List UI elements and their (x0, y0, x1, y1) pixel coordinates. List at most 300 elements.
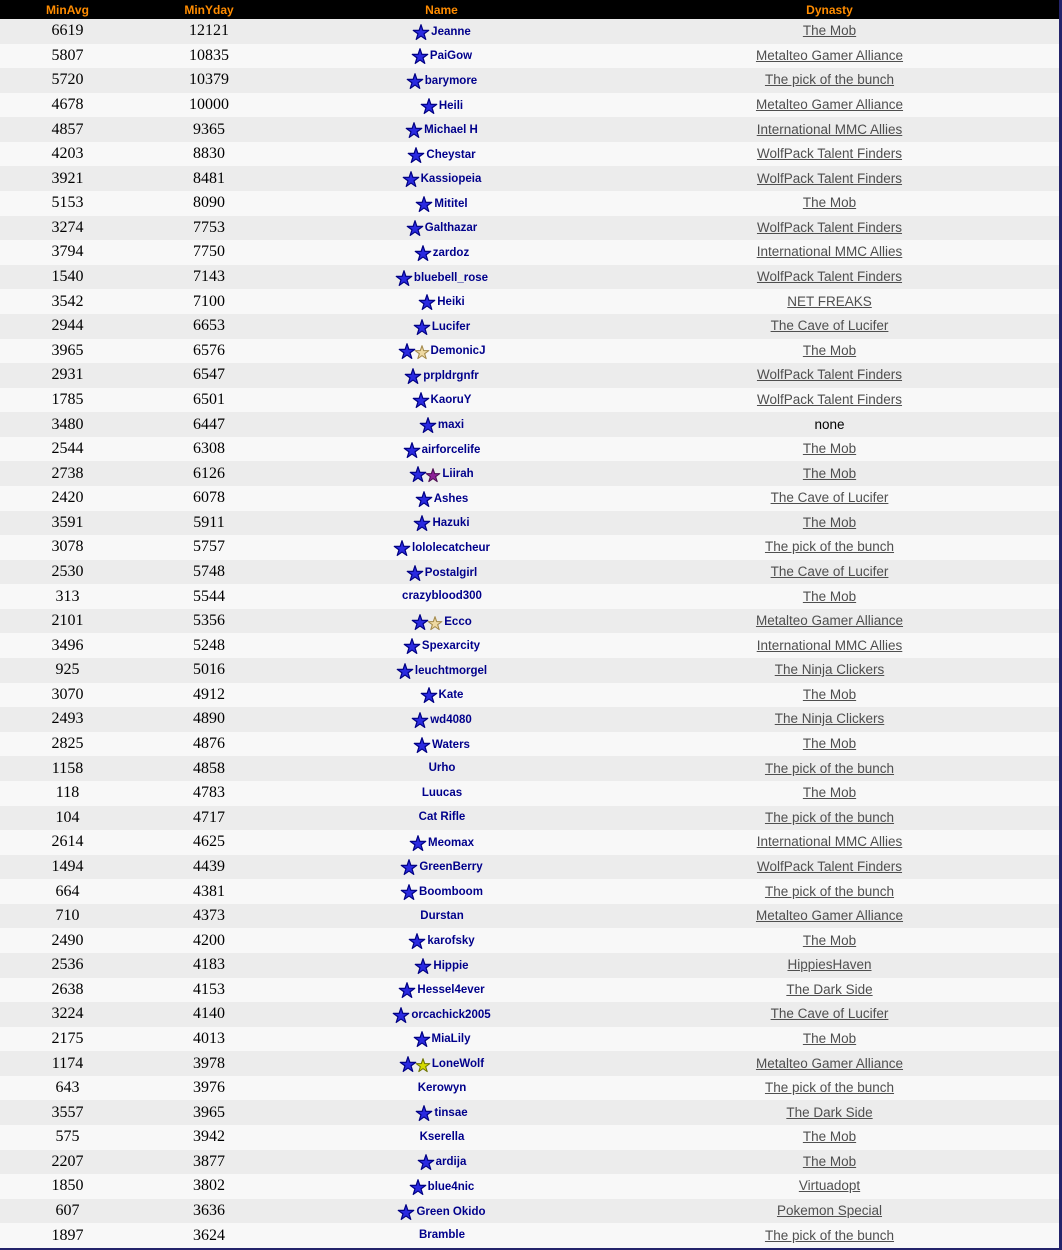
minavg-value: 118 (55, 784, 80, 802)
name-cell (283, 830, 600, 855)
name-cell (283, 511, 600, 536)
blue-star-icon (407, 147, 425, 164)
minavg-value: 3078 (51, 538, 84, 556)
dynasty-cell (600, 806, 1059, 831)
name-cell (283, 1051, 600, 1076)
minyday-value: 4381 (193, 882, 225, 900)
name-wrap (283, 787, 600, 800)
minyday-value: 12121 (189, 22, 229, 40)
table-row (0, 781, 1059, 806)
player-name: Ecco (444, 615, 472, 628)
table-row (0, 928, 1059, 953)
name-cell (283, 437, 600, 462)
name-wrap (283, 1131, 600, 1144)
purple-star-icon (425, 468, 441, 483)
dynasty-cell (600, 904, 1059, 929)
dynasty-link[interactable]: WolfPack Talent Finders (756, 146, 903, 162)
blue-star-icon (393, 540, 411, 557)
player-name: lololecatcheur (412, 541, 490, 554)
dynasty-cell (600, 486, 1059, 511)
minyday-value: 3976 (193, 1079, 225, 1097)
player-name: zardoz (432, 246, 470, 259)
name-wrap (283, 1229, 600, 1242)
minyday-value: 4890 (193, 710, 225, 728)
dynasty-link[interactable]: The Cave of Lucifer (770, 490, 889, 506)
dynasty-cell (600, 830, 1059, 855)
minyday-value: 8481 (193, 169, 225, 187)
dynasty-cell (600, 117, 1059, 142)
dynasty-link[interactable]: The pick of the bunch (764, 1227, 895, 1243)
minavg-value: 3070 (51, 685, 84, 703)
dynasty-link[interactable]: International MMC Allies (756, 121, 903, 137)
blue-star-icon (418, 294, 436, 311)
name-cell (283, 216, 600, 241)
dynasty-cell (600, 412, 1059, 437)
player-name: blue4nic (427, 1180, 475, 1193)
blue-star-icon (413, 1031, 431, 1048)
minavg-value: 3965 (51, 341, 84, 359)
table-row (0, 879, 1059, 904)
table-row (0, 1150, 1059, 1175)
minyday-value: 7750 (193, 243, 225, 261)
minavg-value: 104 (55, 808, 80, 826)
dynasty-link[interactable]: The Mob (802, 588, 857, 604)
dynasty-link[interactable]: Metalteo Gamer Alliance (755, 613, 904, 629)
dynasty-link[interactable]: The Mob (802, 342, 857, 358)
dynasty-link[interactable]: WolfPack Talent Finders (756, 391, 903, 407)
blue-star-icon (415, 1105, 433, 1122)
player-name: Heiki (437, 296, 465, 309)
minyday-value: 6653 (193, 317, 225, 335)
dynasty-link[interactable]: The Mob (802, 195, 857, 211)
player-name: Kassiopeia (420, 173, 482, 186)
table-row (0, 1100, 1059, 1125)
player-name: tinsae (434, 1107, 468, 1120)
minyday-value: 4912 (193, 685, 225, 703)
dynasty-link[interactable]: WolfPack Talent Finders (756, 219, 903, 235)
table-row (0, 904, 1059, 929)
dynasty-cell (600, 363, 1059, 388)
dynasty-none: none (814, 416, 845, 432)
player-name: PaiGow (429, 50, 473, 63)
minyday-value: 5544 (193, 587, 225, 605)
dynasty-cell (600, 68, 1059, 93)
dynasty-cell (600, 756, 1059, 781)
dynasty-link[interactable]: The Mob (802, 785, 857, 801)
table-row (0, 707, 1059, 732)
blue-star-icon (409, 835, 427, 852)
name-wrap (283, 48, 600, 63)
yellow-star-icon (415, 1058, 431, 1073)
player-name: Spexarcity (421, 640, 481, 653)
dynasty-link[interactable]: The Mob (802, 1129, 857, 1145)
player-name: Ashes (433, 492, 469, 505)
name-cell (283, 191, 600, 216)
player-name: airforcelife (421, 443, 481, 456)
dynasty-cell (600, 511, 1059, 536)
dynasty-link[interactable]: The Cave of Lucifer (770, 1006, 889, 1022)
dynasty-cell (600, 535, 1059, 560)
table-row (0, 117, 1059, 142)
name-wrap (283, 958, 600, 973)
dynasty-cell (600, 1125, 1059, 1150)
table-row (0, 314, 1059, 339)
dynasty-link[interactable]: The Ninja Clickers (774, 711, 885, 727)
name-wrap (283, 811, 600, 824)
player-name: Cheystar (426, 148, 476, 161)
dynasty-cell (600, 781, 1059, 806)
name-wrap (283, 442, 600, 457)
minyday-value: 4876 (193, 735, 225, 753)
minavg-value: 1897 (51, 1226, 84, 1244)
dynasty-link[interactable]: The pick of the bunch (764, 1080, 895, 1096)
player-name: Heili (438, 99, 464, 112)
name-wrap (283, 687, 600, 702)
table-row (0, 1174, 1059, 1199)
name-wrap (283, 614, 600, 629)
table-body (0, 19, 1059, 1248)
player-name: Hazuki (432, 517, 470, 530)
dynasty-link[interactable]: The pick of the bunch (764, 539, 895, 555)
dynasty-cell (600, 1027, 1059, 1052)
table-header (0, 0, 1059, 19)
name-cell (283, 1199, 600, 1224)
name-wrap (283, 663, 600, 678)
dynasty-cell (600, 584, 1059, 609)
name-cell (283, 633, 600, 658)
player-name: KaoruY (430, 394, 472, 407)
table-row (0, 953, 1059, 978)
minyday-value: 6078 (193, 489, 225, 507)
player-name: Kserella (419, 1130, 465, 1143)
blue-star-icon (415, 491, 433, 508)
name-cell (283, 44, 600, 69)
table-row (0, 191, 1059, 216)
name-wrap (283, 910, 600, 923)
minavg-value: 5807 (51, 46, 84, 64)
name-cell (283, 953, 600, 978)
blue-star-icon (412, 392, 430, 409)
dynasty-cell (600, 289, 1059, 314)
table-row (0, 19, 1059, 44)
player-name: Lucifer (431, 320, 471, 333)
blue-star-icon (412, 24, 430, 41)
dynasty-link[interactable]: The Mob (802, 23, 857, 39)
name-cell (283, 683, 600, 708)
dynasty-link[interactable]: The Mob (802, 514, 857, 530)
minavg-value: 1785 (51, 390, 84, 408)
name-cell (283, 1076, 600, 1101)
minyday-value: 3624 (193, 1226, 225, 1244)
minyday-value: 3877 (193, 1152, 225, 1170)
column-header-minavg[interactable]: MinAvg (46, 2, 89, 17)
minavg-value: 643 (55, 1079, 80, 1097)
table-row (0, 1002, 1059, 1027)
dynasty-link[interactable]: HippiesHaven (787, 957, 872, 973)
minyday-value: 5248 (193, 636, 225, 654)
dynasty-link[interactable]: The pick of the bunch (764, 72, 895, 88)
dynasty-cell (600, 1051, 1059, 1076)
name-cell (283, 584, 600, 609)
name-cell (283, 904, 600, 929)
blue-star-icon (406, 73, 424, 90)
name-cell (283, 1125, 600, 1150)
minavg-value: 710 (55, 907, 80, 925)
player-name: Durstan (420, 909, 464, 922)
table-row (0, 412, 1059, 437)
blue-star-icon (411, 48, 429, 65)
minyday-value: 4153 (193, 980, 225, 998)
dynasty-cell (600, 732, 1059, 757)
minyday-value: 6126 (193, 464, 225, 482)
name-cell (283, 928, 600, 953)
table-row (0, 265, 1059, 290)
dynasty-link[interactable]: The Mob (802, 932, 857, 948)
name-wrap (283, 368, 600, 383)
minyday-value: 4625 (193, 833, 225, 851)
dynasty-link[interactable]: Pokemon Special (776, 1203, 883, 1219)
blue-star-icon (413, 515, 431, 532)
name-cell (283, 19, 600, 44)
blue-star-icon (406, 565, 424, 582)
table-row (0, 1027, 1059, 1052)
dynasty-cell (600, 855, 1059, 880)
minyday-value: 6501 (193, 390, 225, 408)
player-name: Postalgirl (424, 566, 478, 579)
blue-star-icon (404, 368, 422, 385)
player-name: Bramble (418, 1229, 466, 1242)
minavg-value: 3496 (51, 636, 84, 654)
dynasty-link[interactable]: The pick of the bunch (764, 809, 895, 825)
blue-star-icon (411, 712, 429, 729)
blue-star-icon (400, 884, 418, 901)
name-cell (283, 363, 600, 388)
table-row (0, 1199, 1059, 1224)
blue-star-icon (414, 245, 432, 262)
dynasty-cell (600, 609, 1059, 634)
blue-star-icon (408, 933, 426, 950)
player-name: crazyblood300 (402, 590, 482, 603)
dynasty-cell (600, 388, 1059, 413)
column-header-name[interactable]: Name (425, 2, 458, 17)
name-cell (283, 756, 600, 781)
dynasty-cell (600, 1076, 1059, 1101)
dynasty-cell (600, 683, 1059, 708)
blue-star-icon (409, 1179, 427, 1196)
dynasty-cell (600, 978, 1059, 1003)
dynasty-cell (600, 633, 1059, 658)
player-name: Green Okido (416, 1205, 486, 1218)
minyday-value: 4717 (193, 808, 225, 826)
dynasty-cell (600, 1150, 1059, 1175)
minavg-value: 313 (55, 587, 80, 605)
table-row (0, 855, 1059, 880)
table-row (0, 609, 1059, 634)
dynasty-cell (600, 314, 1059, 339)
name-wrap (283, 638, 600, 653)
minyday-value: 4373 (193, 907, 225, 925)
minyday-value: 8090 (193, 194, 225, 212)
minavg-value: 2614 (51, 833, 84, 851)
column-header-dynasty[interactable]: Dynasty (806, 2, 853, 17)
dynasty-link[interactable]: The Dark Side (786, 981, 873, 997)
dynasty-link[interactable]: WolfPack Talent Finders (756, 170, 903, 186)
dynasty-link[interactable]: International MMC Allies (756, 244, 903, 260)
name-cell (283, 1174, 600, 1199)
minavg-value: 3480 (51, 415, 84, 433)
name-wrap (283, 171, 600, 186)
dynasty-link[interactable]: The pick of the bunch (764, 760, 895, 776)
table-row (0, 535, 1059, 560)
name-wrap (283, 319, 600, 334)
dynasty-cell (600, 953, 1059, 978)
dynasty-link[interactable]: The pick of the bunch (764, 883, 895, 899)
minavg-value: 5153 (51, 194, 84, 212)
player-name: GreenBerry (419, 861, 483, 874)
player-name: LoneWolf (431, 1058, 485, 1071)
name-cell (283, 658, 600, 683)
player-name: Kate (438, 689, 464, 702)
name-cell (283, 339, 600, 364)
dynasty-cell (600, 216, 1059, 241)
dynasty-cell (600, 191, 1059, 216)
player-name: karofsky (427, 935, 475, 948)
blue-star-icon (419, 417, 437, 434)
minavg-value: 3542 (51, 292, 84, 310)
minyday-value: 10835 (189, 46, 229, 64)
dynasty-link[interactable]: The Mob (802, 1153, 857, 1169)
dynasty-cell (600, 879, 1059, 904)
minyday-value: 6576 (193, 341, 225, 359)
blue-star-icon (417, 1154, 435, 1171)
name-cell (283, 855, 600, 880)
dynasty-link[interactable]: The Mob (802, 441, 857, 457)
blue-star-icon (397, 1204, 415, 1221)
blue-star-icon (414, 958, 432, 975)
dynasty-cell (600, 166, 1059, 191)
minavg-value: 2490 (51, 931, 84, 949)
name-cell (283, 781, 600, 806)
minyday-value: 4140 (193, 1005, 225, 1023)
table-row (0, 437, 1059, 462)
name-wrap (283, 98, 600, 113)
blue-star-icon (403, 442, 421, 459)
player-name: Galthazar (424, 222, 478, 235)
dynasty-link[interactable]: WolfPack Talent Finders (756, 367, 903, 383)
dynasty-link[interactable]: International MMC Allies (756, 637, 903, 653)
minavg-value: 1494 (51, 857, 84, 875)
minavg-value: 1158 (51, 759, 84, 777)
dynasty-link[interactable]: International MMC Allies (756, 834, 903, 850)
name-wrap (283, 147, 600, 162)
minyday-value: 3942 (193, 1128, 225, 1146)
name-wrap (283, 712, 600, 727)
table-row (0, 1051, 1059, 1076)
dynasty-cell (600, 1174, 1059, 1199)
player-name: Hippie (433, 959, 469, 972)
tan-star-icon (414, 345, 430, 360)
name-wrap (283, 24, 600, 39)
table-row (0, 339, 1059, 364)
blue-star-icon (415, 196, 433, 213)
dynasty-link[interactable]: The Mob (802, 686, 857, 702)
table-row (0, 511, 1059, 536)
dynasty-cell (600, 928, 1059, 953)
minyday-value: 5356 (193, 612, 225, 630)
blue-star-icon (398, 982, 416, 999)
dynasty-link[interactable]: WolfPack Talent Finders (756, 858, 903, 874)
minavg-value: 3921 (51, 169, 84, 187)
minyday-value: 7143 (193, 268, 225, 286)
name-wrap (283, 737, 600, 752)
dynasty-link[interactable]: WolfPack Talent Finders (756, 269, 903, 285)
table-row (0, 683, 1059, 708)
column-header-minyday[interactable]: MinYday (184, 2, 234, 17)
dynasty-link[interactable]: The Ninja Clickers (774, 662, 885, 678)
table-row (0, 732, 1059, 757)
dynasty-link[interactable]: The Dark Side (786, 1104, 873, 1120)
minavg-value: 1540 (51, 268, 84, 286)
dynasty-link[interactable]: The Mob (802, 465, 857, 481)
table-row (0, 560, 1059, 585)
dynasty-cell (600, 1199, 1059, 1224)
name-wrap (283, 1204, 600, 1219)
blue-star-icon (406, 220, 424, 237)
dynasty-link[interactable]: Metalteo Gamer Alliance (755, 1055, 904, 1071)
dynasty-link[interactable]: Virtuadopt (798, 1178, 861, 1194)
name-cell (283, 707, 600, 732)
dynasty-link[interactable]: Metalteo Gamer Alliance (755, 908, 904, 924)
table-row (0, 633, 1059, 658)
player-name: prpldrgnfr (423, 369, 479, 382)
name-wrap (283, 73, 600, 88)
dynasty-link[interactable]: Metalteo Gamer Alliance (755, 97, 904, 113)
name-wrap (283, 245, 600, 260)
minyday-value: 5016 (193, 661, 225, 679)
minavg-value: 2738 (51, 464, 84, 482)
name-cell (283, 879, 600, 904)
dynasty-link[interactable]: The Mob (802, 736, 857, 752)
table-row (0, 1076, 1059, 1101)
name-wrap (283, 933, 600, 948)
player-name: leuchtmorgel (414, 664, 488, 677)
table-row (0, 584, 1059, 609)
blue-star-icon (402, 171, 420, 188)
tan-star-icon (427, 616, 443, 631)
table-row (0, 461, 1059, 486)
blue-star-icon (420, 98, 438, 115)
player-name: Luucas (421, 786, 463, 799)
blue-star-icon (413, 737, 431, 754)
dynasty-cell (600, 461, 1059, 486)
dynasty-cell (600, 437, 1059, 462)
minyday-value: 3636 (193, 1202, 225, 1220)
table-row (0, 240, 1059, 265)
minyday-value: 6547 (193, 366, 225, 384)
dynasty-link[interactable]: Metalteo Gamer Alliance (755, 47, 904, 63)
player-name: Hessel4ever (417, 984, 485, 997)
name-cell (283, 1027, 600, 1052)
dynasty-link[interactable]: The Cave of Lucifer (770, 564, 889, 579)
dynasty-link[interactable]: The Cave of Lucifer (770, 318, 889, 334)
minavg-value: 1174 (51, 1054, 84, 1072)
name-cell (283, 68, 600, 93)
minyday-value: 6447 (193, 415, 225, 433)
dynasty-cell (600, 339, 1059, 364)
dynasty-link[interactable]: NET FREAKS (787, 293, 872, 309)
name-cell (283, 142, 600, 167)
dynasty-link[interactable]: The Mob (802, 1030, 857, 1046)
